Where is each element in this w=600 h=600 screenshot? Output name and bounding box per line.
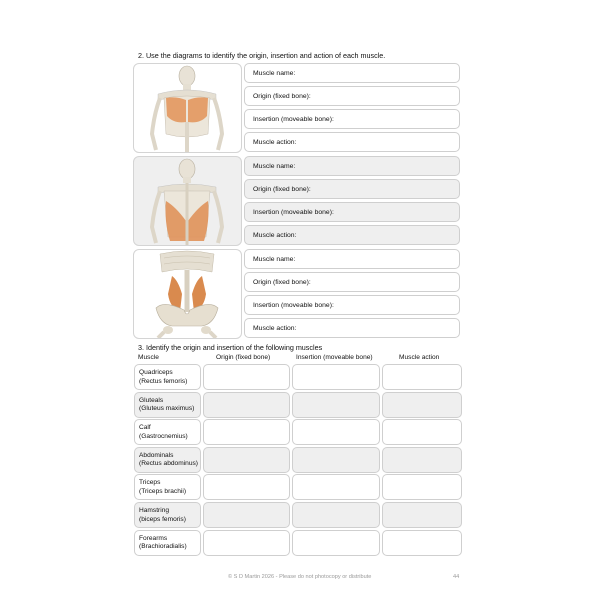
diagram-3-muscle-name-field[interactable]: Muscle name: xyxy=(244,249,460,269)
column-header-action: Muscle action xyxy=(399,354,440,361)
diagram-3-image xyxy=(133,249,242,339)
muscle-name-cell xyxy=(134,364,201,390)
action-answer-cell[interactable] xyxy=(382,530,462,556)
muscle-name-cell xyxy=(134,392,201,418)
diagram-3-insertion-field[interactable]: Insertion (moveable bone): xyxy=(244,295,460,315)
muscle-common-name: Quadriceps xyxy=(139,369,173,376)
diagram-1-image xyxy=(133,63,242,153)
muscle-name-cell xyxy=(134,474,201,500)
pelvis-abdominal-muscle-image xyxy=(134,250,241,338)
origin-answer-cell[interactable] xyxy=(203,419,290,445)
page-number: 44 xyxy=(453,574,460,580)
muscle-common-name: Triceps xyxy=(139,479,161,487)
diagram-1-action-field[interactable]: Muscle action: xyxy=(244,132,460,152)
muscle-common-name: Gluteals xyxy=(139,396,164,404)
action-answer-cell[interactable] xyxy=(382,502,462,528)
diagram-3-origin-field[interactable]: Origin (fixed bone): xyxy=(244,272,460,292)
skeleton-back-lats-muscle-image xyxy=(134,157,241,245)
origin-answer-cell[interactable] xyxy=(203,447,290,473)
column-header-insertion: Insertion (moveable bone) xyxy=(296,354,373,361)
muscle-common-name: Forearms xyxy=(139,534,168,542)
muscle-scientific-name: (Rectus femoris) xyxy=(139,377,188,385)
muscle-scientific-name: (Gastrocnemius) xyxy=(139,432,188,440)
muscle-name-cell xyxy=(134,502,201,528)
diagram-1-muscle-name-field[interactable]: Muscle name: xyxy=(244,63,460,83)
diagram-1-insertion-field[interactable]: Insertion (moveable bone): xyxy=(244,109,460,129)
insertion-answer-cell[interactable] xyxy=(292,419,380,445)
action-answer-cell[interactable] xyxy=(382,419,462,445)
muscle-name-cell xyxy=(134,419,201,445)
diagram-2-muscle-name-field[interactable]: Muscle name: xyxy=(244,156,460,176)
diagram-2-image xyxy=(133,156,242,246)
muscle-scientific-name: (biceps femoris) xyxy=(139,515,186,523)
section-3-title: 3. Identify the origin and insertion of the following muscles xyxy=(138,343,323,352)
action-answer-cell[interactable] xyxy=(382,447,462,473)
origin-answer-cell[interactable] xyxy=(203,530,290,556)
origin-answer-cell[interactable] xyxy=(203,502,290,528)
origin-answer-cell[interactable] xyxy=(203,474,290,500)
section-2-title: 2. Use the diagrams to identify the origin, insertion and action of each muscle. xyxy=(138,51,386,60)
insertion-answer-cell[interactable] xyxy=(292,392,380,418)
action-answer-cell[interactable] xyxy=(382,474,462,500)
column-header-muscle: Muscle xyxy=(138,354,159,361)
muscle-name-cell xyxy=(134,530,201,556)
diagram-2-action-field[interactable]: Muscle action: xyxy=(244,225,460,245)
insertion-answer-cell[interactable] xyxy=(292,447,380,473)
diagram-2-insertion-field[interactable]: Insertion (moveable bone): xyxy=(244,202,460,222)
origin-answer-cell[interactable] xyxy=(203,392,290,418)
action-answer-cell[interactable] xyxy=(382,392,462,418)
skeleton-front-chest-muscle-image xyxy=(134,64,241,152)
muscle-name-cell xyxy=(134,447,201,473)
insertion-answer-cell[interactable] xyxy=(292,530,380,556)
insertion-answer-cell[interactable] xyxy=(292,502,380,528)
muscle-common-name: Abdominals xyxy=(139,451,174,459)
column-header-origin: Origin (fixed bone) xyxy=(216,354,271,361)
muscle-scientific-name: (Rectus abdominus) xyxy=(139,460,199,468)
diagram-2-origin-field[interactable]: Origin (fixed bone): xyxy=(244,179,460,199)
muscle-scientific-name: (Triceps brachii) xyxy=(139,487,187,495)
diagram-3-action-field[interactable]: Muscle action: xyxy=(244,318,460,338)
muscle-scientific-name: (Brachioradialis) xyxy=(139,543,187,551)
copyright-notice: © S D Martin 2026 - Please do not photocopy or distribute xyxy=(228,574,372,580)
insertion-answer-cell[interactable] xyxy=(292,364,380,390)
muscle-common-name: Calf xyxy=(139,424,151,432)
insertion-answer-cell[interactable] xyxy=(292,474,380,500)
action-answer-cell[interactable] xyxy=(382,364,462,390)
muscle-common-name: Hamstring xyxy=(139,507,170,514)
diagram-1-origin-field[interactable]: Origin (fixed bone): xyxy=(244,86,460,106)
muscle-scientific-name: (Gluteus maximus) xyxy=(139,405,195,413)
origin-answer-cell[interactable] xyxy=(203,364,290,390)
